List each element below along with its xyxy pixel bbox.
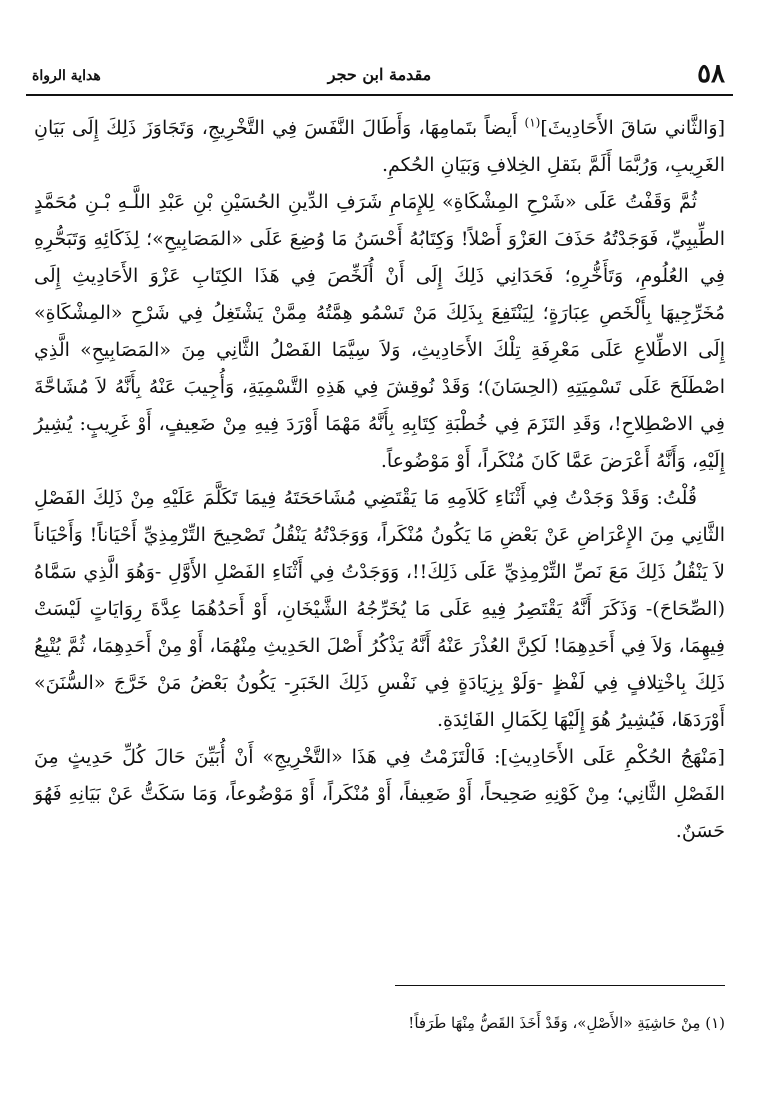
page-number: ٥٨: [697, 59, 725, 89]
paragraph-1-lead: [وَالثَّاني سَاقَ الأَحَادِيثَ]: [540, 117, 725, 139]
footnote-divider: [395, 985, 725, 986]
footnote: (١) مِنْ حَاشِيَةِ «الأَصْلِ»، وَقَدْ أَخَذَ القَصُّ مِنْهَا طَرَفاً!: [408, 1014, 725, 1032]
book-title: مقدمة ابن حجر: [327, 65, 432, 84]
paragraph-2: ثُمَّ وَقَفْتُ عَلَى «شَرْحِ المِشْكَاةِ» لِلإِمَامِ شَرَفِ الدِّينِ الحُسَيْنِ بْنِ عَبْدِ اللَّـهِ بْـنِ مُحَمَّدٍ الطِّيبِيِّ، فَوَجَدْتُهُ حَذَفَ العَزْوَ أَصْلاً! وَكِتَابُهُ أَحْسَنُ مَا وُضِعَ عَلَى «المَصَابِيحِ»؛ لِذَكَائِهِ وَتَبَحُّرِهِ فِي العُلُومِ، وَتَأَخُّرِهِ؛ فَحَدَانِي ذَلِكَ إِلَى أَنْ أُلَخِّصَ فِي هَذَا الكِتَابِ عَزْوَ الأَحَادِيثِ إِلَى مُخَرِّجِيهَا بِأَلْخَصِ عِبَارَةٍ؛ لِيَنْتَفِعَ بِذَلِكَ مَنْ تَسْمُو هِمَّتُهُ مِمَّنْ يَشْتَغِلُ فِي شَرْحِ «المِشْكَاةِ» إِلَى الاطِّلاعِ عَلَى مَعْرِفَةِ تِلْكَ الأَحَادِيثِ، وَلاَ سِيَّمَا الفَصْلُ الثَّانِي مِنَ «المَصَابِيحِ» الَّذِي اصْطَلَحَ عَلَى تَسْمِيَتِهِ (الحِسَانَ)؛ وَقَدْ نُوقِشَ فِي هَذِهِ التَّسْمِيَةِ، وَأُجِيبَ عَنْهُ بِأَنَّهُ لاَ مُشَاحَّةَ فِي الاصْطِلاحِ!، وَقَدِ التَزَمَ فِي خُطْبَةِ كِتَابِهِ بِأَنَّهُ مَهْمَا أَوْرَدَ فِيهِ مِنْ ضَعِيفٍ، أَوْ غَرِيبٍ: يُشِيرُ إِلَيْهِ، وَأَنَّهُ أَعْرَضَ عَمَّا كَانَ مُنْكَراً، أَوْ مَوْضُوعاً.: [34, 191, 725, 472]
section-title: هداية الرواة: [32, 68, 101, 84]
paragraph-1-text: أَيضاً بتَمامِهَا، وَأَطَالَ النَّفَسَ فِي التَّخْرِيجِ، وَتَجَاوَزَ ذَلِكَ إِلَى بَيَانِ الغَرِيبِ، وَرُبَّمَا أَلَمَّ بنَقلِ الخِلافِ وَبَيَانِ الحُكمِ.: [34, 117, 725, 176]
paragraph-4: [34, 739, 725, 850]
page-header: [28, 58, 731, 92]
footnote-reference: (١): [524, 115, 541, 130]
main-text: [34, 110, 725, 850]
header-divider: [26, 94, 733, 96]
paragraph-4-text: فَالْتَزَمْتُ فِي هَذَا «التَّخْرِيجِ» أَنْ أُبَيِّنَ حَالَ كُلِّ حَدِيثٍ مِنَ الفَصْلِ الثَّانِي؛ مِنْ كَوْنِهِ صَحِيحاً، أَوْ ضَعِيفاً، أَوْ مُنْكَراً، أَوْ مَوْضُوعاً، وَمَا سَكَتُّ عَنْ بَيَانِهِ فَهُوَ حَسَنٌ.: [34, 746, 725, 842]
paragraph-3: قُلْتُ: وَقَدْ وَجَدْتُ فِي أَثْنَاءِ كَلاَمِهِ مَا يَقْتَضِي مُشَاحَحَتَهُ فِيمَا تَكَلَّمَ عَلَيْهِ مِنْ ذَلِكَ الفَصْلِ الثَّانِي مِنَ الإِعْرَاضِ عَنْ بَعْضِ مَا يَكُونُ مُنْكَراً، وَوَجَدْتُهُ يَنْقُلُ تَصْحِيحَ التِّرْمِذِيِّ أَحْيَاناً! وَأَحْيَاناً لاَ يَنْقُلُ ذَلِكَ مَعَ نَصِّ التِّرْمِذِيِّ عَلَى ذَلِكَ!!، وَوَجَدْتُ فِي أَثْنَاءِ الفَصْلِ الأَوَّلِ -وَهُوَ الَّذِي سَمَّاهُ (الصِّحَاحَ)- وَذَكَرَ أَنَّهُ يَقْتَصِرُ فِيهِ عَلَى مَا يُخَرِّجُهُ الشَّيْخَانِ، أَوْ أَحَدُهُمَا عِدَّةَ رِوَايَاتٍ لَيْسَتْ فِيهِمَا، وَلاَ فِي أَحَدِهِمَا! لَكِنَّ العُذْرَ عَنْهُ أَنَّهُ يَذْكُرُ أَصْلَ الحَدِيثِ مِنْهُمَا، أَوْ مِنْ أَحَدِهِمَا، ثُمَّ يُتْبِعُ ذَلِكَ بِاخْتِلافٍ فِي لَفْظٍ -وَلَوْ بِزِيَادَةٍ فِي نَفْسِ ذَلِكَ الخَبَرِ- يَكُونُ بَعْضُ مَنْ خَرَّجَ «السُّنَنَ» أَوْرَدَهَا، فَيُشِيرُ هُوَ إِلَيْهَا لِكَمَالِ الفَائِدَةِ.: [34, 487, 725, 731]
paragraph-4-heading: [مَنْهَجُ الحُكْمِ عَلَى الأَحَادِيثِ]:: [494, 746, 725, 768]
paragraph-1: [34, 110, 725, 184]
